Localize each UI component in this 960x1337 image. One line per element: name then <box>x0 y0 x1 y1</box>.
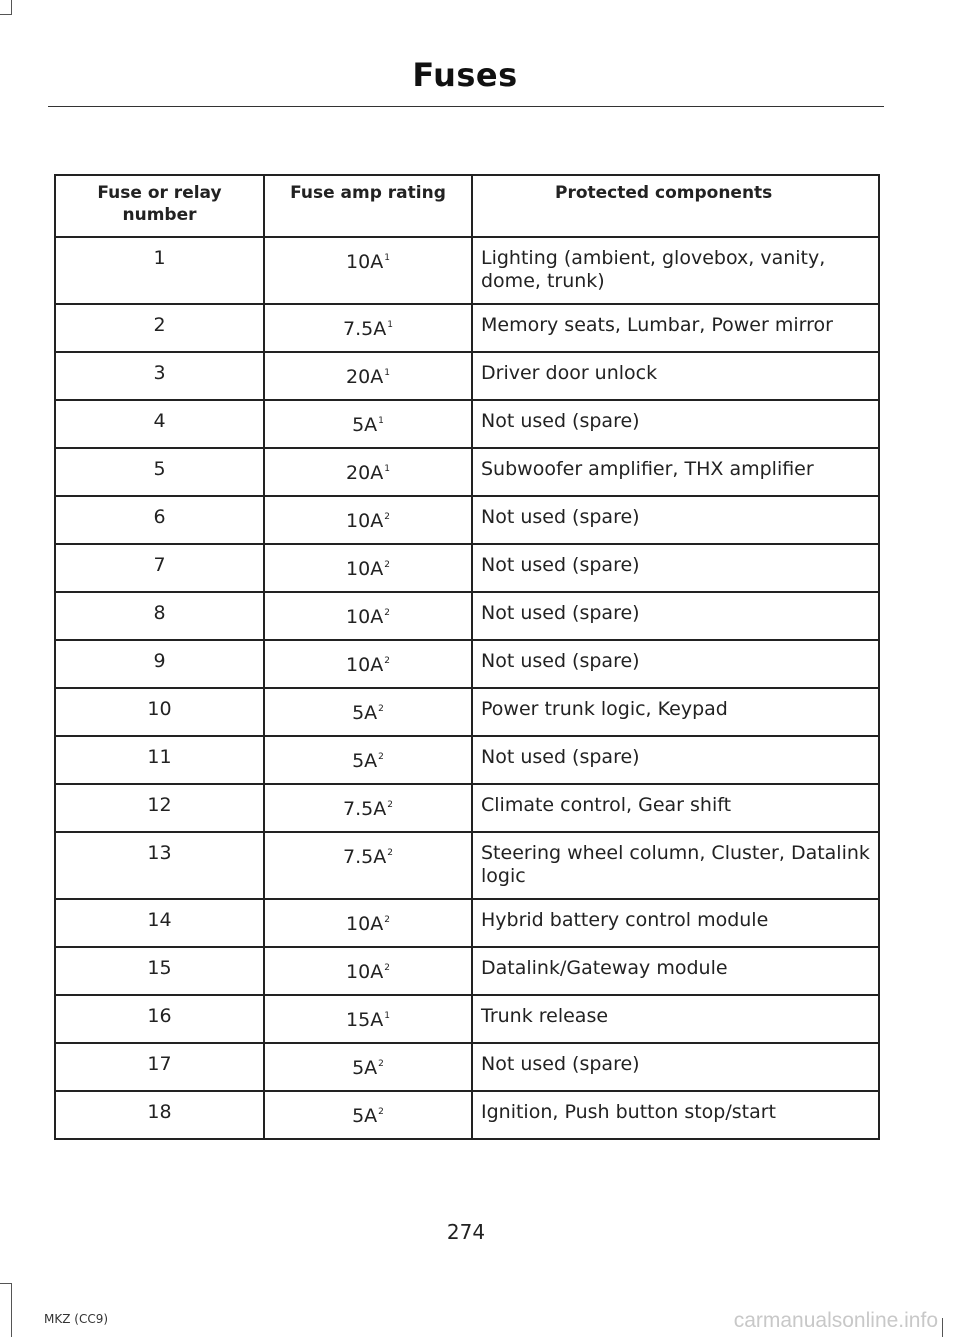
footnote-marker: 2 <box>378 1107 384 1117</box>
amp-rating-value: 5A <box>352 414 378 436</box>
fuse-number-cell: 14 <box>55 899 264 947</box>
fuse-number-cell: 15 <box>55 947 264 995</box>
fuse-number-cell: 8 <box>55 592 264 640</box>
amp-rating-value: 10A <box>346 510 384 532</box>
table-row <box>55 1043 879 1091</box>
amp-rating-cell <box>264 736 472 784</box>
fuse-number-cell: 11 <box>55 736 264 784</box>
page-title: Fuses <box>412 56 518 94</box>
amp-rating-cell <box>264 1043 472 1091</box>
fuse-number-cell: 3 <box>55 352 264 400</box>
table-row <box>55 640 879 688</box>
protected-components-cell: Not used (spare) <box>472 400 879 448</box>
table-row <box>55 784 879 832</box>
amp-rating-value: 10A <box>346 558 384 580</box>
amp-rating-cell <box>264 640 472 688</box>
amp-rating-cell <box>264 947 472 995</box>
amp-rating-value: 5A <box>352 750 378 772</box>
amp-rating-value: 15A <box>346 1009 384 1031</box>
fuse-number-cell: 2 <box>55 304 264 352</box>
footnote-marker: 2 <box>378 704 384 714</box>
protected-components-cell: Not used (spare) <box>472 1043 879 1091</box>
table-row <box>55 688 879 736</box>
crop-mark-top-left-horizontal <box>0 14 12 15</box>
amp-rating-cell <box>264 784 472 832</box>
amp-rating-value: 10A <box>346 961 384 983</box>
footnote-marker: 2 <box>384 963 390 973</box>
fuse-number-cell: 4 <box>55 400 264 448</box>
protected-components-cell: Ignition, Push button stop/start <box>472 1091 879 1139</box>
table-row <box>55 832 879 899</box>
protected-components-cell: Memory seats, Lumbar, Power mirror <box>472 304 879 352</box>
fuse-number-cell: 12 <box>55 784 264 832</box>
amp-rating-value: 10A <box>346 251 384 273</box>
table-row <box>55 1091 879 1139</box>
protected-components-cell: Datalink/Gateway module <box>472 947 879 995</box>
title-divider <box>48 106 884 107</box>
footnote-marker: 2 <box>384 608 390 618</box>
amp-rating-cell <box>264 400 472 448</box>
footnote-marker: 2 <box>378 1059 384 1069</box>
fuse-table <box>54 174 880 1140</box>
protected-components-cell: Not used (spare) <box>472 496 879 544</box>
table-row <box>55 237 879 304</box>
footnote-marker: 1 <box>384 464 390 474</box>
footnote-marker: 2 <box>384 915 390 925</box>
table-row <box>55 448 879 496</box>
footnote-marker: 2 <box>384 512 390 522</box>
amp-rating-cell <box>264 592 472 640</box>
table-row <box>55 899 879 947</box>
fuse-number-cell: 9 <box>55 640 264 688</box>
amp-rating-value: 7.5A <box>343 318 387 340</box>
footnote-marker: 2 <box>387 848 393 858</box>
amp-rating-value: 5A <box>352 1057 378 1079</box>
protected-components-cell: Driver door unlock <box>472 352 879 400</box>
fuse-number-cell: 13 <box>55 832 264 899</box>
fuse-number-cell: 6 <box>55 496 264 544</box>
crop-mark-top-left-vertical <box>11 0 12 14</box>
protected-components-cell: Subwoofer amplifier, THX amplifier <box>472 448 879 496</box>
fuse-number-cell: 17 <box>55 1043 264 1091</box>
protected-components-cell: Steering wheel column, Cluster, Datalink logic <box>472 832 879 899</box>
amp-rating-value: 20A <box>346 462 384 484</box>
header-amp-rating: Fuse amp rating <box>264 175 472 237</box>
crop-mark-bottom-left-horizontal <box>0 1283 12 1284</box>
amp-rating-value: 7.5A <box>343 798 387 820</box>
table-row <box>55 400 879 448</box>
protected-components-cell: Power trunk logic, Keypad <box>472 688 879 736</box>
table-header-row <box>55 175 879 237</box>
crop-mark-bottom-left-vertical <box>11 1283 12 1337</box>
amp-rating-cell <box>264 688 472 736</box>
amp-rating-value: 7.5A <box>343 846 387 868</box>
fuse-number-cell: 10 <box>55 688 264 736</box>
page-number: 274 <box>446 1220 486 1244</box>
footnote-marker: 1 <box>384 368 390 378</box>
footnote-marker: 2 <box>384 560 390 570</box>
fuse-number-cell: 1 <box>55 237 264 304</box>
protected-components-cell: Hybrid battery control module <box>472 899 879 947</box>
protected-components-cell: Not used (spare) <box>472 640 879 688</box>
crop-mark-bottom-right-vertical <box>942 1318 943 1337</box>
fuse-number-cell: 16 <box>55 995 264 1043</box>
fuse-number-cell: 7 <box>55 544 264 592</box>
amp-rating-value: 5A <box>352 1105 378 1127</box>
table-row <box>55 352 879 400</box>
footnote-marker: 2 <box>384 656 390 666</box>
amp-rating-cell <box>264 832 472 899</box>
protected-components-cell: Not used (spare) <box>472 592 879 640</box>
header-fuse-number: Fuse or relay number <box>55 175 264 237</box>
protected-components-cell: Trunk release <box>472 995 879 1043</box>
footnote-marker: 1 <box>378 416 384 426</box>
fuse-number-cell: 5 <box>55 448 264 496</box>
amp-rating-cell <box>264 544 472 592</box>
amp-rating-cell <box>264 496 472 544</box>
amp-rating-cell <box>264 448 472 496</box>
table-row <box>55 544 879 592</box>
amp-rating-value: 10A <box>346 913 384 935</box>
footnote-marker: 1 <box>387 320 393 330</box>
amp-rating-cell <box>264 304 472 352</box>
amp-rating-value: 10A <box>346 654 384 676</box>
table-row <box>55 995 879 1043</box>
amp-rating-cell <box>264 237 472 304</box>
header-protected-components: Protected components <box>472 175 879 237</box>
footnote-marker: 1 <box>384 1011 390 1021</box>
table-row <box>55 947 879 995</box>
protected-components-cell: Not used (spare) <box>472 544 879 592</box>
amp-rating-value: 5A <box>352 702 378 724</box>
table-row <box>55 736 879 784</box>
footnote-marker: 2 <box>378 752 384 762</box>
amp-rating-cell <box>264 995 472 1043</box>
amp-rating-value: 10A <box>346 606 384 628</box>
protected-components-cell: Lighting (ambient, glovebox, vanity, dome, trunk) <box>472 237 879 304</box>
watermark: carmanualsonline.info <box>733 1309 938 1332</box>
protected-components-cell: Climate control, Gear shift <box>472 784 879 832</box>
amp-rating-cell <box>264 1091 472 1139</box>
amp-rating-cell <box>264 352 472 400</box>
table-row <box>55 304 879 352</box>
amp-rating-cell <box>264 899 472 947</box>
footer-model-code: MKZ (CC9) <box>44 1312 109 1326</box>
footnote-marker: 1 <box>384 253 390 263</box>
amp-rating-value: 20A <box>346 366 384 388</box>
table-row <box>55 592 879 640</box>
fuse-number-cell: 18 <box>55 1091 264 1139</box>
protected-components-cell: Not used (spare) <box>472 736 879 784</box>
footnote-marker: 2 <box>387 800 393 810</box>
table-row <box>55 496 879 544</box>
